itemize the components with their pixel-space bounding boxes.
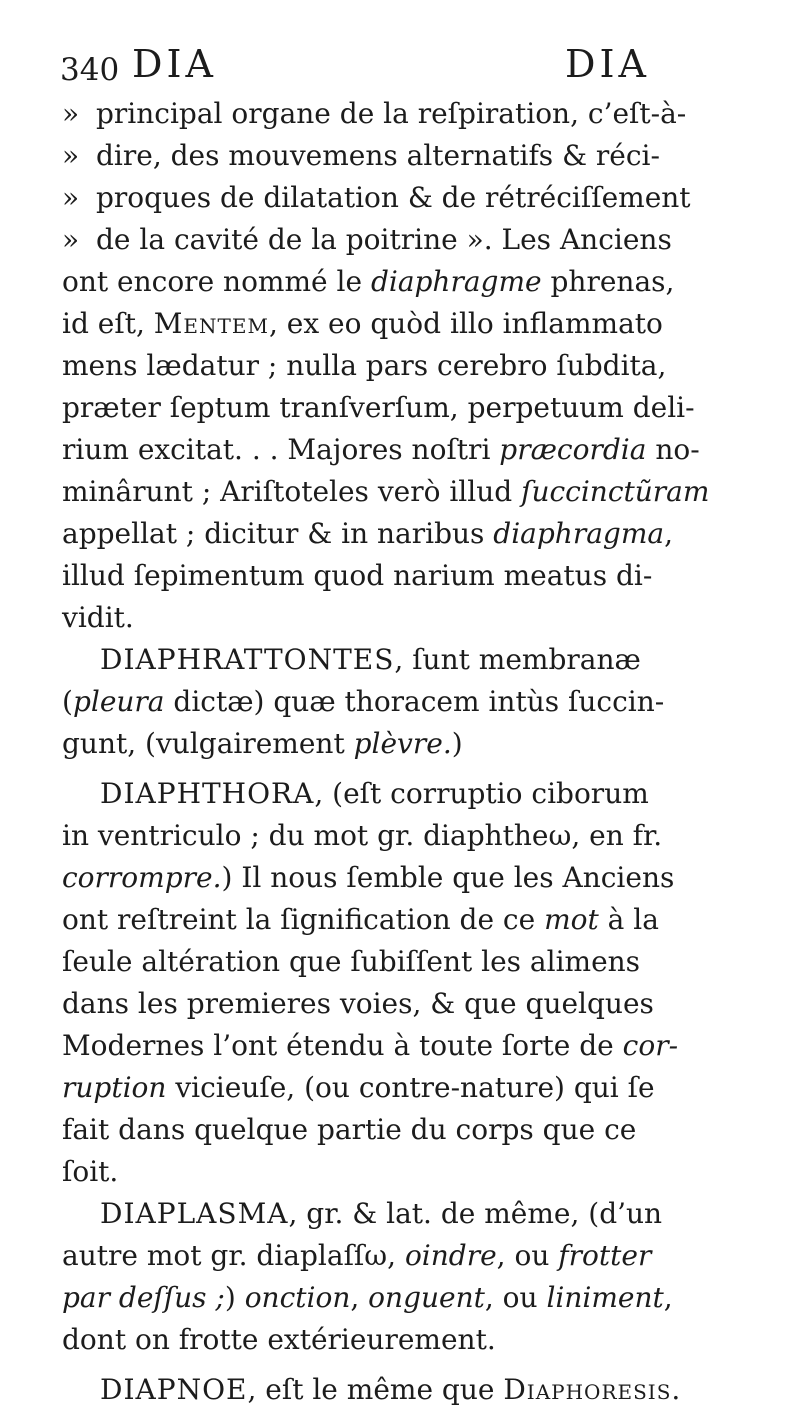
headword: DIAPHTHORA bbox=[100, 777, 315, 810]
quote-mark: » bbox=[62, 223, 80, 256]
page-number: 340 bbox=[60, 52, 120, 88]
quote-mark: » bbox=[62, 181, 80, 214]
text-line: ſeule altération que ſubiſſent les alimens bbox=[62, 945, 641, 978]
entry-diapnoe: DIAPNOE, eſt le même que Diaphoresis. bbox=[100, 1373, 681, 1406]
quote-mark: » bbox=[62, 139, 80, 172]
text-line: illud ſepimentum quod narium meatus di- bbox=[62, 559, 653, 592]
text-line: dont on frotte extérieurement. bbox=[62, 1323, 496, 1356]
running-head-right: DIA bbox=[565, 42, 650, 86]
text-line: (pleura dictæ) quæ thoracem intùs ſuccin- bbox=[62, 685, 665, 718]
text-line: fait dans quelque partie du corps que ce bbox=[62, 1113, 637, 1146]
text-line: » principal organe de la reſpiration, c’eſt-à- bbox=[62, 93, 752, 135]
text-line: autre mot gr. diaplaſſω, oindre, ou frotter bbox=[62, 1239, 652, 1272]
text-line: ont encore nommé le diaphragme phrenas, bbox=[62, 265, 675, 298]
entry-diaplasma: DIAPLASMA, gr. & lat. de même, (d’un bbox=[100, 1197, 663, 1230]
headword: DIAPNOE bbox=[100, 1373, 248, 1406]
text-line: ruption vicieuſe, (ou contre-nature) qui ſe bbox=[62, 1071, 655, 1104]
text-line: vidit. bbox=[62, 601, 134, 634]
entry-diaphrattontes: DIAPHRATTONTES, ſunt membranæ bbox=[100, 643, 641, 676]
text-line: præter ſeptum tranſverſum, perpetuum deli- bbox=[62, 391, 695, 424]
text-line: gunt, (vulgairement plèvre.) bbox=[62, 727, 463, 760]
running-head-left: DIA bbox=[132, 42, 217, 86]
page-body bbox=[62, 93, 752, 1411]
headword: DIAPHRATTONTES bbox=[100, 643, 395, 676]
text-line: » de la cavité de la poitrine ». Les Anciens bbox=[62, 219, 752, 261]
text-line: dans les premieres voies, & que quelques bbox=[62, 987, 654, 1020]
text-line: appellat ; dicitur & in naribus diaphragma, bbox=[62, 517, 673, 550]
text-line: id eſt, Mentem, ex eo quòd illo inflammato bbox=[62, 307, 663, 340]
text-line: ont reſtreint la ſignification de ce mot à la bbox=[62, 903, 659, 936]
text-line: in ventriculo ; du mot gr. diaphtheω, en fr. bbox=[62, 819, 663, 852]
quote-mark: » bbox=[62, 97, 80, 130]
text-line: ſoit. bbox=[62, 1155, 119, 1188]
headword: DIAPLASMA bbox=[100, 1197, 289, 1230]
text-line: par deſſus ;) onction, onguent, ou liniment, bbox=[62, 1281, 673, 1314]
text-line: corrompre.) Il nous ſemble que les Anciens bbox=[62, 861, 675, 894]
entry-diaphthora: DIAPHTHORA, (eſt corruptio ciborum bbox=[100, 777, 649, 810]
text-line: » proques de dilatation & de rétréciſſement bbox=[62, 177, 752, 219]
text-line: rium excitat. . . Majores noſtri præcordia no- bbox=[62, 433, 700, 466]
text-line: Modernes l’ont étendu à toute ſorte de cor- bbox=[62, 1029, 679, 1062]
text-line: » dire, des mouvemens alternatifs & réci- bbox=[62, 135, 752, 177]
text-line: mens lædatur ; nulla pars cerebro ſubdita, bbox=[62, 349, 667, 382]
page-header bbox=[60, 42, 780, 92]
text-line: minârunt ; Ariſtoteles verò illud ſuccinctũram bbox=[62, 475, 710, 508]
